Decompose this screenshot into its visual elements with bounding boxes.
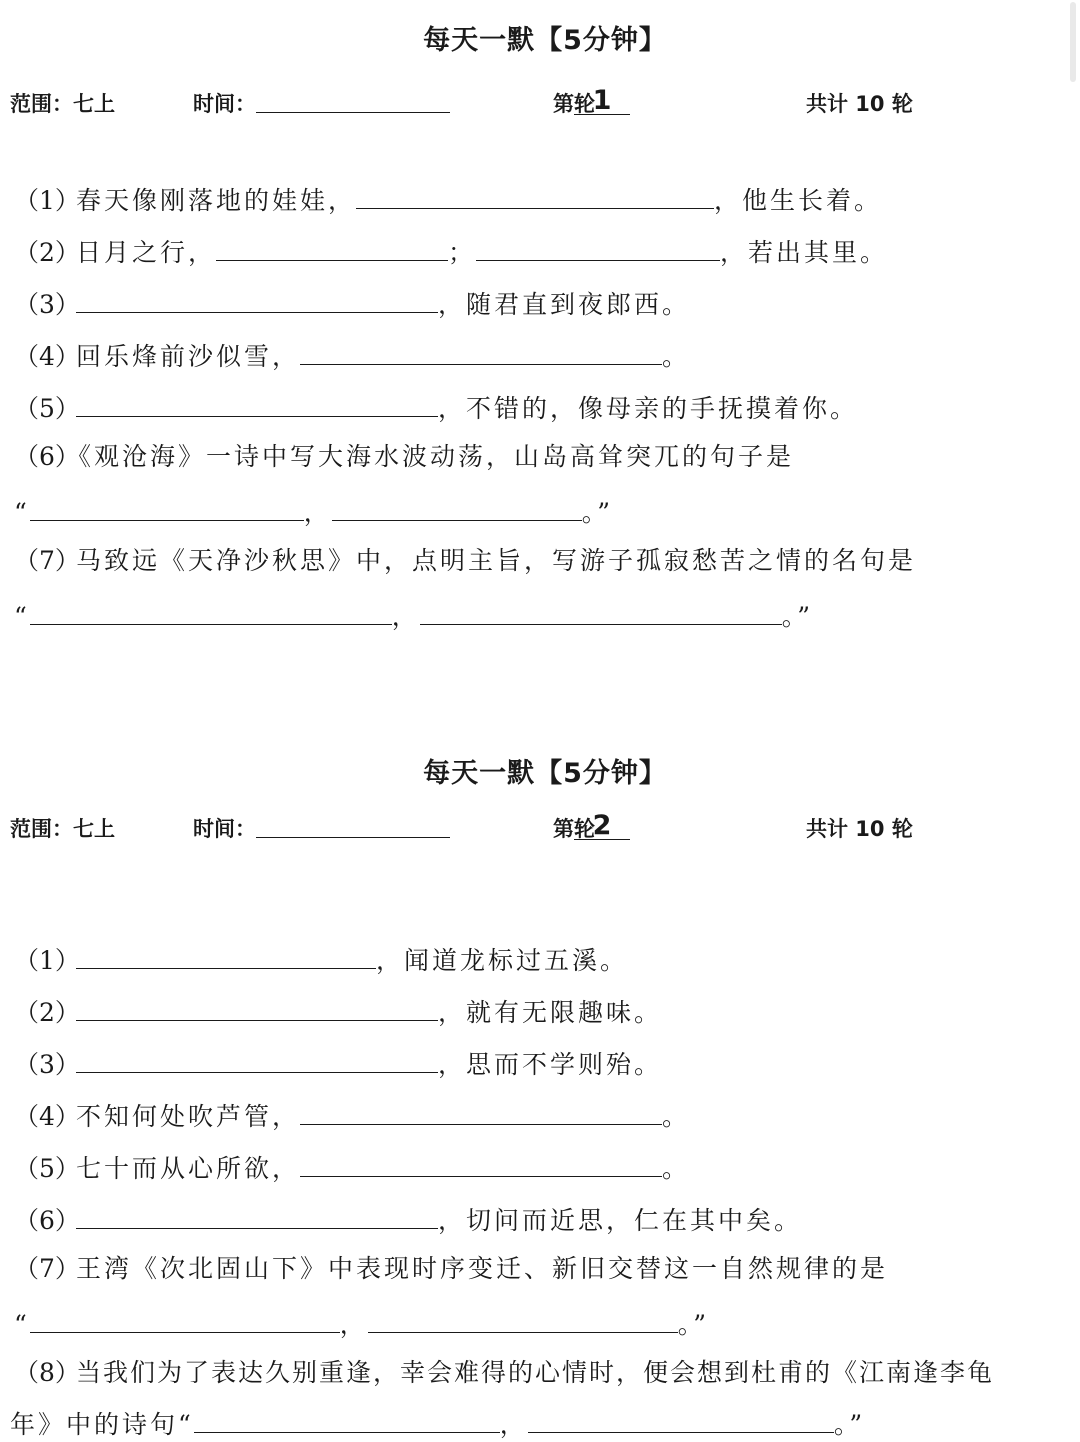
question: （1） ，闻道龙标过五溪。 <box>14 940 628 978</box>
answer-blank[interactable] <box>528 1404 834 1433</box>
time-field: 时间： <box>193 88 256 118</box>
question: （7）王湾《次北固山下》中表现时序变迁、新旧交替这一自然规律的是 <box>14 1254 889 1283</box>
question-answer-line: 年》中的诗句“ ， 。” <box>10 1404 865 1442</box>
question: （1）春天像刚落地的娃娃， ，他生长着。 <box>14 180 882 218</box>
question-answer-line: “ ， 。” <box>14 1304 709 1342</box>
answer-blank[interactable] <box>76 940 376 969</box>
answer-blank[interactable] <box>30 492 304 521</box>
answer-blank[interactable] <box>76 1200 438 1229</box>
answer-blank[interactable] <box>420 596 782 625</box>
question: （4）不知何处吹芦管， 。 <box>14 1096 690 1134</box>
total-rounds: 共计 10 轮 <box>806 92 913 116</box>
sheet-title: 每天一默【5分钟】 <box>423 758 667 789</box>
question: （3） ，思而不学则殆。 <box>14 1044 662 1082</box>
total-rounds: 共计 10 轮 <box>806 817 913 841</box>
answer-blank[interactable] <box>300 1148 662 1177</box>
range-label: 范围：七上 <box>10 92 115 116</box>
answer-blank[interactable] <box>476 232 720 261</box>
question: （2） ，就有无限趣味。 <box>14 992 662 1030</box>
sheet-header <box>0 85 1080 122</box>
answer-blank[interactable] <box>368 1304 678 1333</box>
question: （6）《观沧海》一诗中写大海水波动荡，山岛高耸突兀的句子是 <box>14 442 795 471</box>
question: （4）回乐烽前沙似雪， 。 <box>14 336 690 374</box>
answer-blank[interactable] <box>300 336 662 365</box>
answer-blank[interactable] <box>332 492 582 521</box>
question-answer-line: “ ， 。” <box>14 596 813 634</box>
answer-blank[interactable] <box>30 596 392 625</box>
question: （2）日月之行， ； ，若出其里。 <box>14 232 888 270</box>
question: （6） ，切问而近思，仁在其中矣。 <box>14 1200 802 1238</box>
answer-blank[interactable] <box>194 1404 500 1433</box>
question: （5）七十而从心所欲， 。 <box>14 1148 690 1186</box>
question: （7）马致远《天净沙秋思》中，点明主旨，写游子孤寂愁苦之情的名句是 <box>14 546 917 575</box>
answer-blank[interactable] <box>30 1304 340 1333</box>
answer-blank[interactable] <box>76 284 438 313</box>
answer-blank[interactable] <box>216 232 448 261</box>
question: （3） ，随君直到夜郎西。 <box>14 284 690 322</box>
question: （5） ，不错的，像母亲的手抚摸着你。 <box>14 388 858 426</box>
time-field: 时间： <box>193 813 256 843</box>
sheet-title: 每天一默【5分钟】 <box>423 25 667 56</box>
answer-blank[interactable] <box>76 1044 438 1073</box>
round-number: 1 <box>574 88 630 115</box>
round-number: 2 <box>574 813 630 840</box>
answer-blank[interactable] <box>76 388 438 417</box>
round-indicator: 第 1 轮 <box>553 88 595 118</box>
answer-blank[interactable] <box>356 180 714 209</box>
time-blank[interactable] <box>256 813 450 838</box>
answer-blank[interactable] <box>300 1096 662 1125</box>
question-answer-line: “ ， 。” <box>14 492 613 530</box>
sheet-header <box>0 810 1080 847</box>
range-label: 范围：七上 <box>10 817 115 841</box>
round-indicator: 第 2 轮 <box>553 813 595 843</box>
answer-blank[interactable] <box>76 992 438 1021</box>
time-blank[interactable] <box>256 88 450 113</box>
question: （8）当我们为了表达久别重逢，幸会难得的心情时，便会想到杜甫的《江南逢李龟 <box>14 1358 995 1387</box>
